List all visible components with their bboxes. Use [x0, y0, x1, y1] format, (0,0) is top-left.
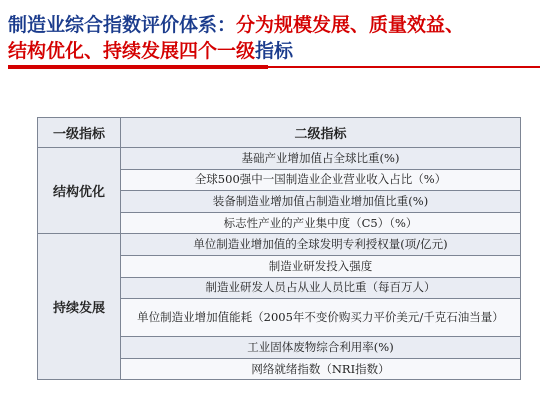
level1-sustainable-development: 持续发展	[38, 234, 121, 380]
title-line-2	[8, 38, 548, 64]
title-blue-text-2: 指标	[255, 40, 294, 62]
title-blue-text: 制造业综合指数评价体系：	[8, 14, 237, 36]
title-line-1	[8, 12, 548, 38]
level2-cell: 工业固体废物综合利用率(%)	[121, 337, 521, 359]
level2-cell: 全球500强中一国制造业企业营业收入占比（%）	[121, 169, 521, 191]
title-red-text: 分为规模发展、质量效益、	[236, 14, 465, 36]
level2-cell: 制造业研发投入强度	[121, 255, 521, 277]
level2-cell: 单位制造业增加值的全球发明专利授权量(项/亿元)	[121, 234, 521, 256]
level2-cell: 基础产业增加值占全球比重(%)	[121, 148, 521, 170]
level2-cell: 装备制造业增加值占制造业增加值比重(%)	[121, 191, 521, 213]
table-row	[38, 234, 521, 256]
title-red-text-2: 结构优化、持续发展四个一级	[8, 40, 256, 62]
table-row	[38, 148, 521, 170]
level2-cell: 网络就绪指数（NRI指数）	[121, 358, 521, 380]
level2-cell: 单位制造业增加值能耗（2005年不变价购买力平价美元/千克石油当量）	[121, 299, 521, 337]
header-level1: 一级指标	[38, 118, 121, 148]
header-level2: 二级指标	[121, 118, 521, 148]
level2-cell: 制造业研发人员占从业人员比重（每百万人）	[121, 277, 521, 299]
table-header-row	[38, 118, 521, 148]
indicator-table	[37, 117, 521, 380]
level2-cell: 标志性产业的产业集中度（C5）（%）	[121, 212, 521, 234]
slide-title	[8, 12, 548, 64]
title-underline	[8, 66, 540, 68]
level1-structure-optimization: 结构优化	[38, 148, 121, 234]
